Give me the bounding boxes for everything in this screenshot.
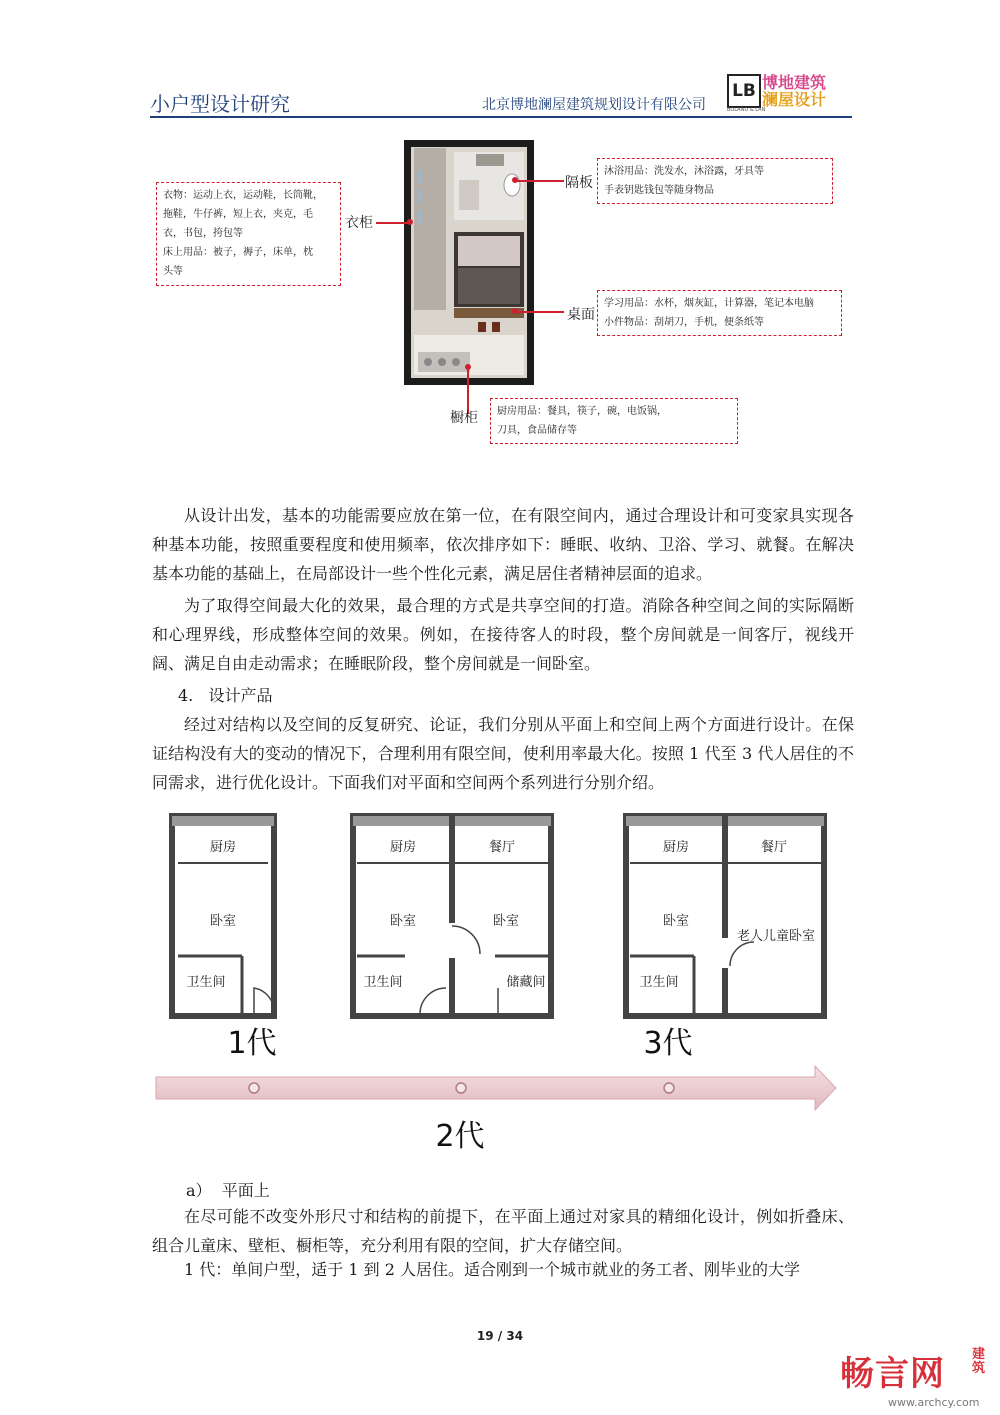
paragraph-5: 1 代：单间户型，适于 1 到 2 人居住。适合刚到一个城市就业的务工者、刚毕业的大学: [184, 1260, 800, 1279]
plan1-bathroom-label: 卫生间: [186, 975, 226, 990]
desk-note-line: 学习用品：水杯，烟灰缸，计算器，笔记本电脑: [604, 298, 814, 309]
plan2-storage-label: 储藏间: [506, 975, 546, 990]
plan3-elder-child-bedroom-label: 老人儿童卧室: [736, 929, 816, 944]
gen-1-label: 1代: [227, 1026, 277, 1061]
wardrobe-note-line: 床上用品：被子，褥子，床单，枕: [163, 247, 313, 258]
wardrobe-note-line: 头等: [163, 266, 183, 277]
subsection-a-heading: [186, 1178, 270, 1201]
plan3-kitchen-label: 厨房: [662, 840, 690, 855]
plan3-bedroom-label: 卧室: [662, 914, 690, 929]
plan2-bedroom-label: 卧室: [389, 914, 417, 929]
plan3-bathroom-label: 卫生间: [639, 975, 679, 990]
timeline-node-gen-3: [664, 1083, 674, 1093]
watermark-logo: 畅言网: [840, 1354, 945, 1394]
company-logo-subtitle: BOLAND & LAN: [727, 107, 766, 113]
paragraph-2: 为了取得空间最大化的效果，最合理的方式是共享空间的打造。消除各种空间之间的实际隔断和心理界线，形成整体空间的效果。例如，在接待客人的时段，整个房间就是一间客厅，视线开阔、满足自由走动需求；在睡眠阶段，整个房间就是一间卧室。: [152, 596, 854, 673]
company-logo-mark: LB: [727, 74, 761, 108]
wardrobe-note-line: 拖鞋，牛仔裤，短上衣，夹克，毛: [163, 209, 313, 220]
watermark-side-text: 建筑: [972, 1347, 986, 1376]
wardrobe-leader-dot: [407, 219, 413, 225]
generations-floor-plans: [150, 808, 850, 1158]
partition-note-line: 手表钥匙钱包等随身物品: [604, 185, 714, 196]
wardrobe-leader-line: [376, 222, 410, 224]
header-title: 小户型设计研究: [150, 92, 290, 116]
plan3-dining-label: 餐厅: [760, 840, 788, 855]
desk-note: [597, 290, 842, 336]
section-4-number: 4.: [178, 686, 194, 705]
wardrobe-note-line: 衣，书包，挎包等: [163, 228, 243, 239]
paragraph-3: 经过对结构以及空间的反复研究、论证，我们分别从平面上和空间上两个方面进行设计。在保证结构没有大的变动的情况下，合理利用有限空间，使利用率最大化。按照 1 代至 3 代人居住的不同需求，进行优化设计。下面我们对平面和空间两个系列进行分别介绍。: [152, 715, 854, 792]
plan2-kitchen-label: 厨房: [389, 840, 417, 855]
section-4-heading: [178, 683, 273, 706]
desk-leader-line: [516, 311, 564, 313]
partition-tag: 隔板: [565, 175, 593, 191]
plan2-bedroom-2-label: 卧室: [492, 914, 520, 929]
wardrobe-tag: 衣柜: [345, 215, 373, 231]
floor-plan-figure: [0, 0, 1000, 460]
partition-note-line: 沐浴用品：洗发水，沐浴露，牙具等: [604, 166, 764, 177]
page-number: 19 / 34: [476, 1329, 524, 1343]
subsection-a-label: a）: [186, 1181, 212, 1200]
gen-2-label: 2代: [435, 1119, 485, 1154]
desk-tag: 桌面: [567, 307, 595, 323]
plan2-dining-label: 餐厅: [488, 840, 516, 855]
cabinet-note-line: 厨房用品：餐具，筷子，碗，电饭锅，: [497, 406, 667, 417]
company-logo-text-2: 澜屋设计: [762, 90, 827, 109]
partition-note: [597, 158, 833, 204]
paragraph-1: 从设计出发，基本的功能需要应放在第一位，在有限空间内，通过合理设计和可变家具实现各种基本功能，按照重要程度和使用频率，依次排序如下：睡眠、收纳、卫浴、学习、就餐。在解决基本功能的基础上，在局部设计一些个性化元素，满足居住者精神层面的追求。: [152, 506, 854, 583]
plan2-bathroom-label: 卫生间: [363, 975, 403, 990]
paragraph-4: 在尽可能不改变外形尺寸和结构的前提下，在平面上通过对家具的精细化设计，例如折叠床、组合儿童床、壁柜、橱柜等，充分利用有限的空间，扩大存储空间。: [152, 1207, 854, 1255]
timeline-node-gen-1: [249, 1083, 259, 1093]
company-logo-text-1: 博地建筑: [762, 73, 827, 92]
header-company: 北京博地澜屋建筑规划设计有限公司: [482, 97, 706, 113]
wardrobe-note: [156, 182, 341, 286]
gen-3-label: 3代: [643, 1026, 693, 1061]
cabinet-note: [490, 398, 738, 444]
plan1-kitchen-label: 厨房: [209, 840, 237, 855]
cabinet-note-line: 刀具，食品储存等: [497, 425, 577, 436]
subsection-a-title: 平面上: [221, 1181, 270, 1200]
desk-note-line: 小件物品：刮胡刀，手机，便条纸等: [604, 317, 764, 328]
plan1-bedroom-label: 卧室: [209, 914, 237, 929]
section-4-title: 设计产品: [208, 686, 273, 705]
cabinet-tag: 橱柜: [450, 410, 478, 426]
timeline-node-gen-2: [456, 1083, 466, 1093]
watermark-url: www.archcy.com: [888, 1396, 980, 1409]
partition-leader-line: [516, 180, 564, 182]
wardrobe-note-line: 衣物：运动上衣，运动鞋，长筒靴，: [163, 190, 323, 201]
